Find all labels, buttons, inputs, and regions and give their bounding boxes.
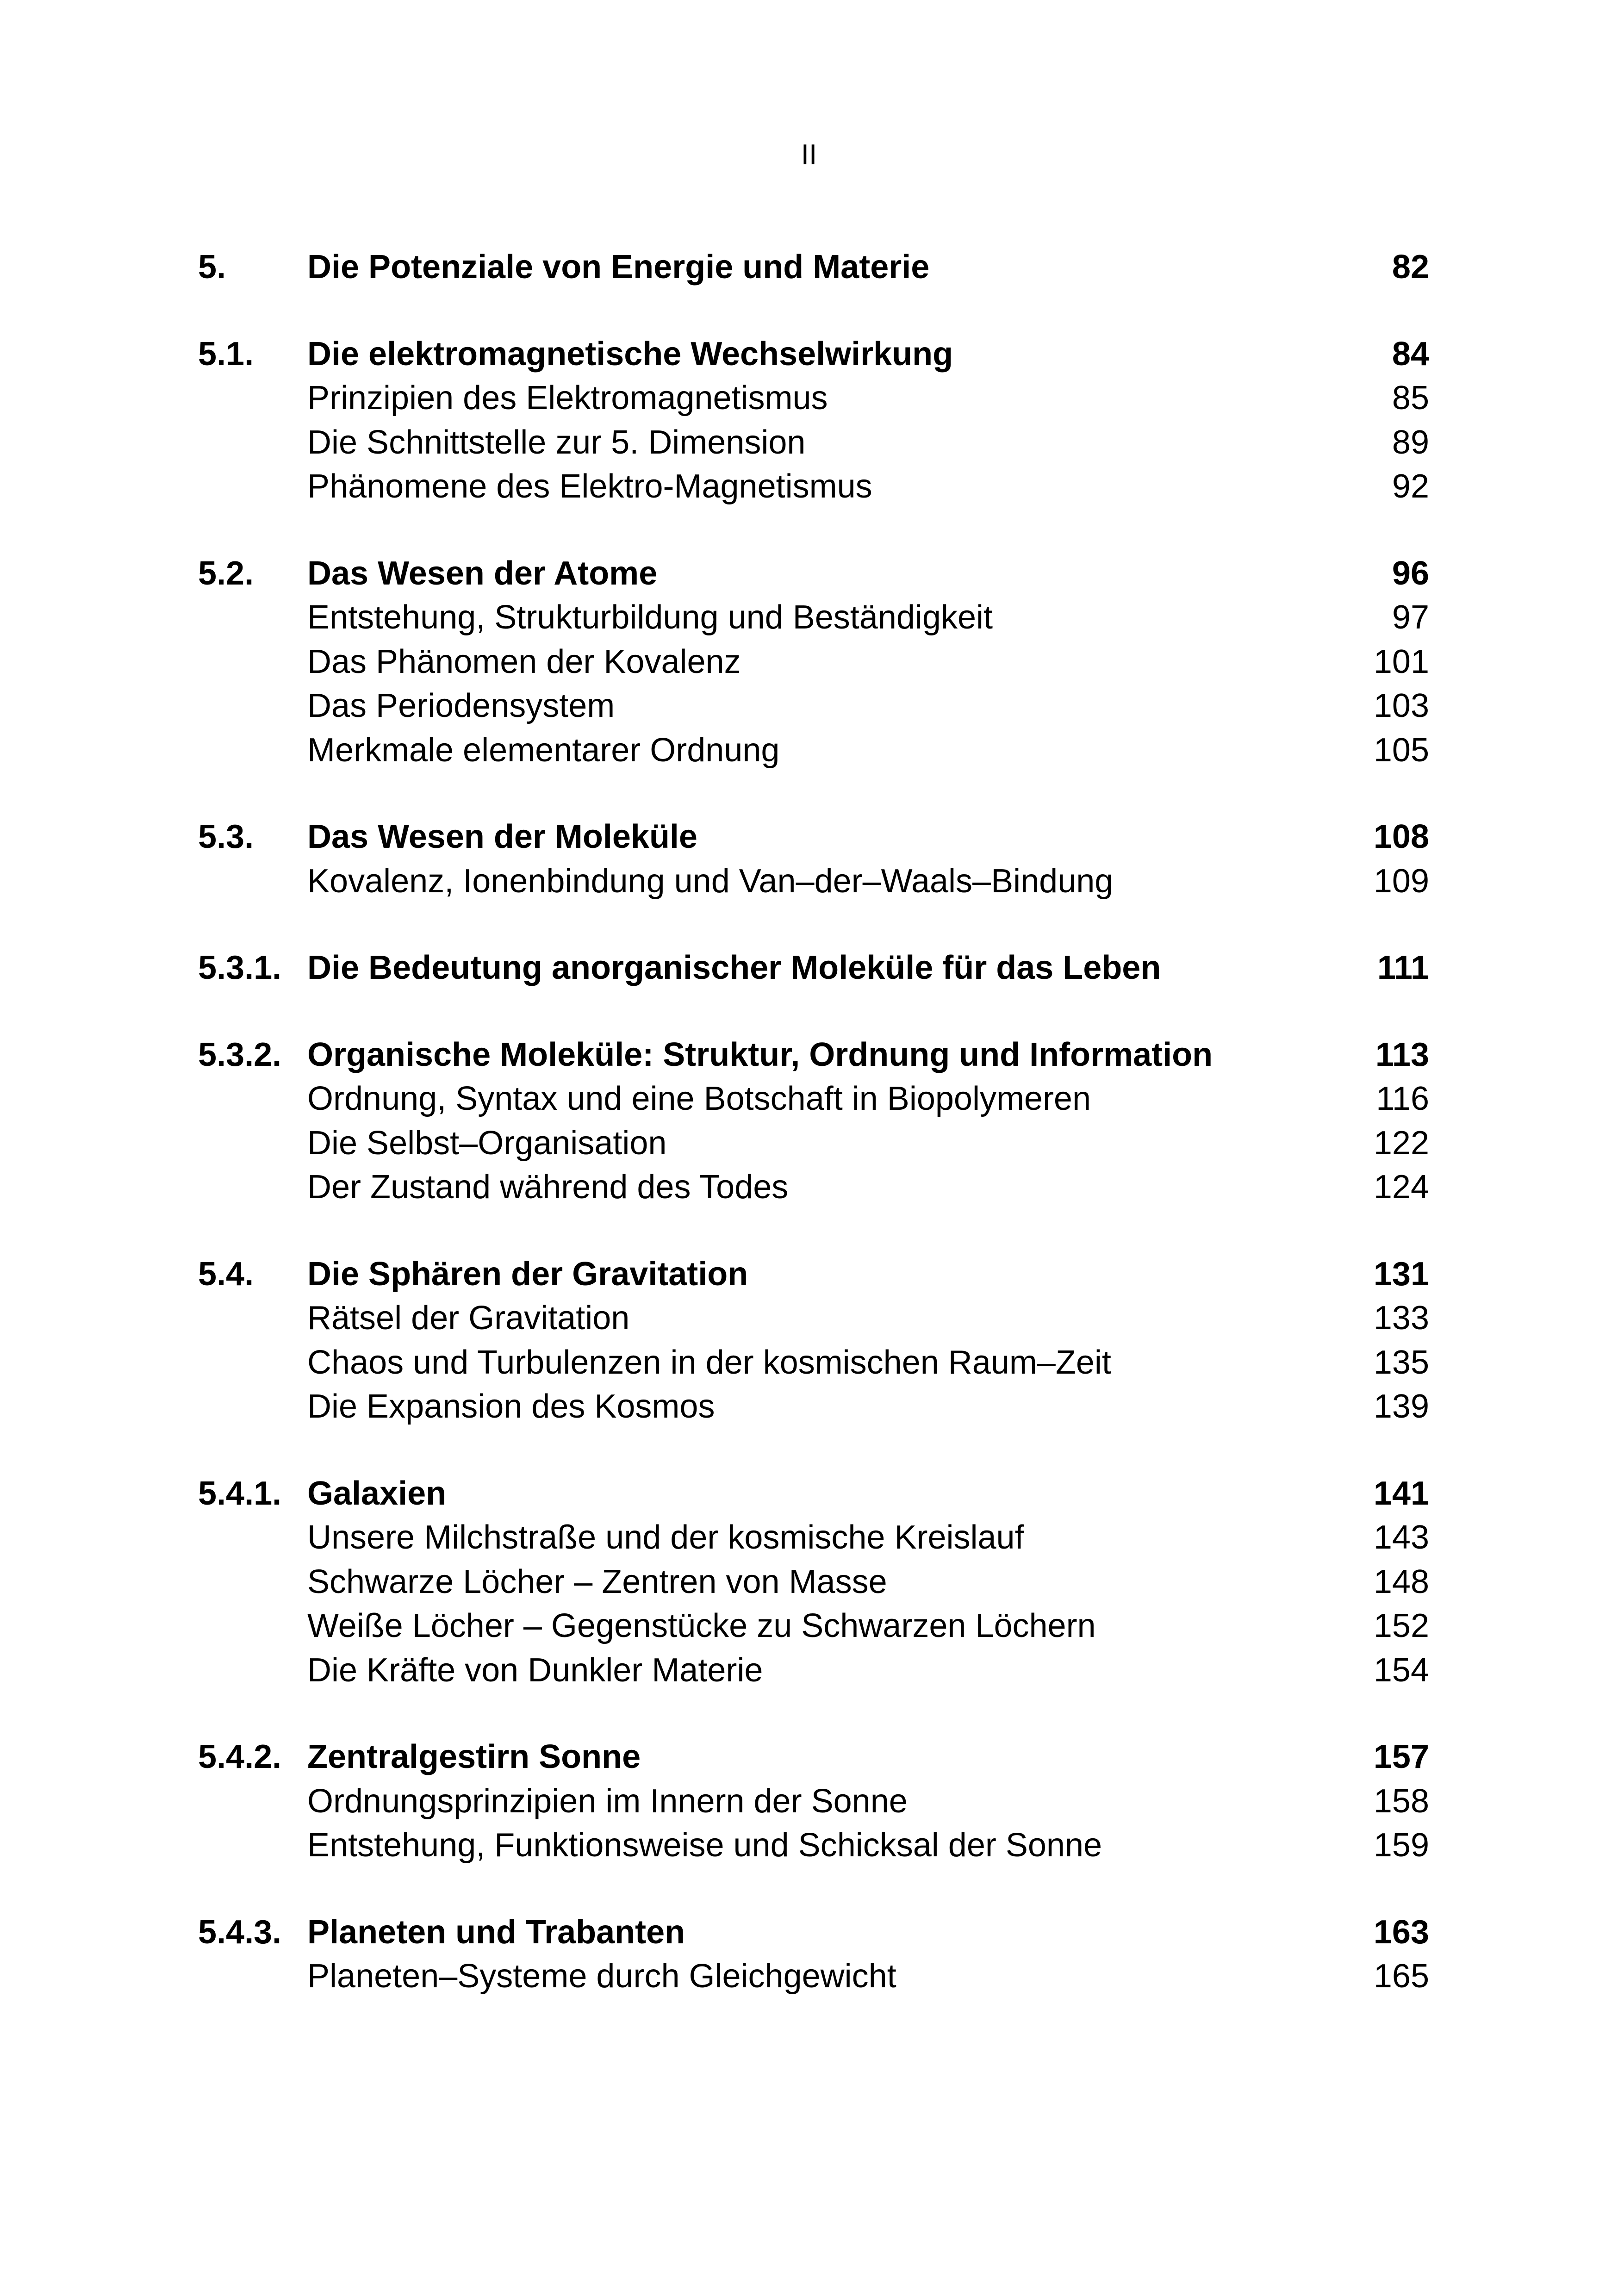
toc-entry-row (198, 1649, 1429, 1693)
section-title: Galaxien (307, 1475, 447, 1512)
entry-page-number: 85 (1392, 380, 1429, 417)
section-number: 5.4.1. (198, 1475, 282, 1512)
toc-heading-row (198, 1033, 1429, 1077)
section-number: 5.4.2. (198, 1738, 282, 1775)
entry-title: Der Zustand während des Todes (307, 1169, 789, 1206)
entry-page-number: 139 (1373, 1388, 1429, 1425)
toc-heading-row (198, 1472, 1429, 1516)
toc-entry-row (198, 640, 1429, 684)
section-title: Die Bedeutung anorganischer Moleküle für das Leben (307, 949, 1161, 986)
entry-page-number: 122 (1373, 1124, 1429, 1162)
section-page-number: 82 (1392, 249, 1429, 286)
toc-entry-row (198, 1780, 1429, 1824)
toc-section (198, 946, 1429, 990)
section-number: 5.1. (198, 335, 254, 373)
section-page-number: 96 (1392, 554, 1429, 592)
entry-page-number: 148 (1373, 1563, 1429, 1600)
toc-heading-row (198, 245, 1429, 290)
toc-section (198, 1735, 1429, 1868)
toc-heading-row (198, 1910, 1429, 1955)
toc-entry-row (198, 728, 1429, 773)
section-number: 5.4. (198, 1255, 254, 1293)
toc-entry-row (198, 1341, 1429, 1385)
entry-title: Ordnung, Syntax und eine Botschaft in Biopolymeren (307, 1080, 1091, 1117)
toc-entry-row (198, 1385, 1429, 1429)
toc-entry-row (198, 1077, 1429, 1121)
section-title: Das Wesen der Moleküle (307, 818, 697, 855)
section-title: Die Potenziale von Energie und Materie (307, 249, 930, 286)
section-number: 5.3. (198, 818, 254, 855)
entry-title: Entstehung, Funktionsweise und Schicksal der Sonne (307, 1827, 1102, 1864)
section-number: 5.4.3. (198, 1913, 282, 1951)
toc-section (198, 1472, 1429, 1693)
toc-heading-row (198, 946, 1429, 990)
section-page-number: 84 (1392, 335, 1429, 373)
entry-page-number: 97 (1392, 599, 1429, 636)
toc-section (198, 332, 1429, 509)
section-number: 5.3.1. (198, 949, 282, 986)
section-title: Die Sphären der Gravitation (307, 1255, 748, 1293)
entry-title: Die Expansion des Kosmos (307, 1388, 715, 1425)
toc-entry-row (198, 684, 1429, 728)
toc-section (198, 815, 1429, 903)
toc-heading-row (198, 1735, 1429, 1780)
toc-section (198, 1910, 1429, 1999)
entry-title: Phänomene des Elektro-Magnetismus (307, 468, 872, 505)
toc-section (198, 552, 1429, 773)
toc-entry-row (198, 1296, 1429, 1341)
entry-page-number: 101 (1373, 643, 1429, 680)
entry-title: Kovalenz, Ionenbindung und Van–der–Waals–Bindung (307, 862, 1114, 900)
toc-entry-row (198, 1823, 1429, 1868)
section-number: 5.2. (198, 554, 254, 592)
entry-page-number: 133 (1373, 1300, 1429, 1337)
toc-entry-row (198, 1165, 1429, 1210)
entry-title: Rätsel der Gravitation (307, 1300, 630, 1337)
entry-page-number: 105 (1373, 731, 1429, 769)
toc-entry-row (198, 859, 1429, 904)
toc-entry-row (198, 596, 1429, 640)
section-title: Planeten und Trabanten (307, 1913, 685, 1951)
entry-page-number: 154 (1373, 1651, 1429, 1689)
entry-title: Prinzipien des Elektromagnetismus (307, 380, 828, 417)
toc-entry-row (198, 465, 1429, 509)
entry-title: Chaos und Turbulenzen in der kosmischen Raum–Zeit (307, 1344, 1111, 1381)
toc-section (198, 1252, 1429, 1429)
section-page-number: 113 (1375, 1036, 1429, 1073)
entry-title: Unsere Milchstraße und der kosmische Kreislauf (307, 1519, 1024, 1556)
entry-page-number: 89 (1392, 423, 1429, 461)
entry-page-number: 158 (1373, 1782, 1429, 1820)
entry-page-number: 159 (1373, 1827, 1429, 1864)
toc-entry-row (198, 421, 1429, 465)
toc-section (198, 1033, 1429, 1210)
toc-heading-row (198, 815, 1429, 859)
entry-title: Merkmale elementarer Ordnung (307, 731, 780, 769)
entry-page-number: 152 (1373, 1607, 1429, 1644)
toc-entry-row (198, 1560, 1429, 1605)
section-page-number: 157 (1373, 1738, 1429, 1775)
section-title: Die elektromagnetische Wechselwirkung (307, 335, 953, 373)
entry-title: Das Phänomen der Kovalenz (307, 643, 741, 680)
toc-entry-row (198, 1516, 1429, 1560)
entry-page-number: 143 (1373, 1519, 1429, 1556)
entry-title: Die Selbst–Organisation (307, 1124, 667, 1162)
section-title: Zentralgestirn Sonne (307, 1738, 641, 1775)
page-number: II (801, 139, 817, 171)
toc-entry-row (198, 1954, 1429, 1999)
section-title: Das Wesen der Atome (307, 554, 658, 592)
entry-page-number: 116 (1376, 1080, 1429, 1117)
toc-entry-row (198, 376, 1429, 421)
entry-title: Entstehung, Strukturbildung und Beständigkeit (307, 599, 993, 636)
entry-page-number: 92 (1392, 468, 1429, 505)
toc-heading-row (198, 332, 1429, 377)
section-page-number: 108 (1373, 818, 1429, 855)
section-number: 5.3.2. (198, 1036, 282, 1073)
section-page-number: 141 (1373, 1475, 1429, 1512)
toc-heading-row (198, 1252, 1429, 1297)
entry-page-number: 135 (1373, 1344, 1429, 1381)
section-page-number: 111 (1377, 949, 1429, 986)
entry-page-number: 109 (1373, 862, 1429, 900)
section-number: 5. (198, 249, 226, 286)
table-of-contents (198, 245, 1429, 2041)
entry-page-number: 103 (1373, 687, 1429, 724)
entry-page-number: 124 (1373, 1169, 1429, 1206)
entry-title: Planeten–Systeme durch Gleichgewicht (307, 1958, 896, 1995)
entry-title: Die Schnittstelle zur 5. Dimension (307, 423, 806, 461)
toc-entry-row (198, 1121, 1429, 1166)
entry-title: Das Periodensystem (307, 687, 615, 724)
section-page-number: 131 (1373, 1255, 1429, 1293)
entry-title: Die Kräfte von Dunkler Materie (307, 1651, 763, 1689)
entry-page-number: 165 (1373, 1958, 1429, 1995)
toc-entry-row (198, 1604, 1429, 1649)
toc-section (198, 245, 1429, 290)
toc-heading-row (198, 552, 1429, 596)
entry-title: Weiße Löcher – Gegenstücke zu Schwarzen Löchern (307, 1607, 1096, 1644)
entry-title: Schwarze Löcher – Zentren von Masse (307, 1563, 887, 1600)
section-page-number: 163 (1373, 1913, 1429, 1951)
entry-title: Ordnungsprinzipien im Innern der Sonne (307, 1782, 908, 1820)
section-title: Organische Moleküle: Struktur, Ordnung und Information (307, 1036, 1213, 1073)
